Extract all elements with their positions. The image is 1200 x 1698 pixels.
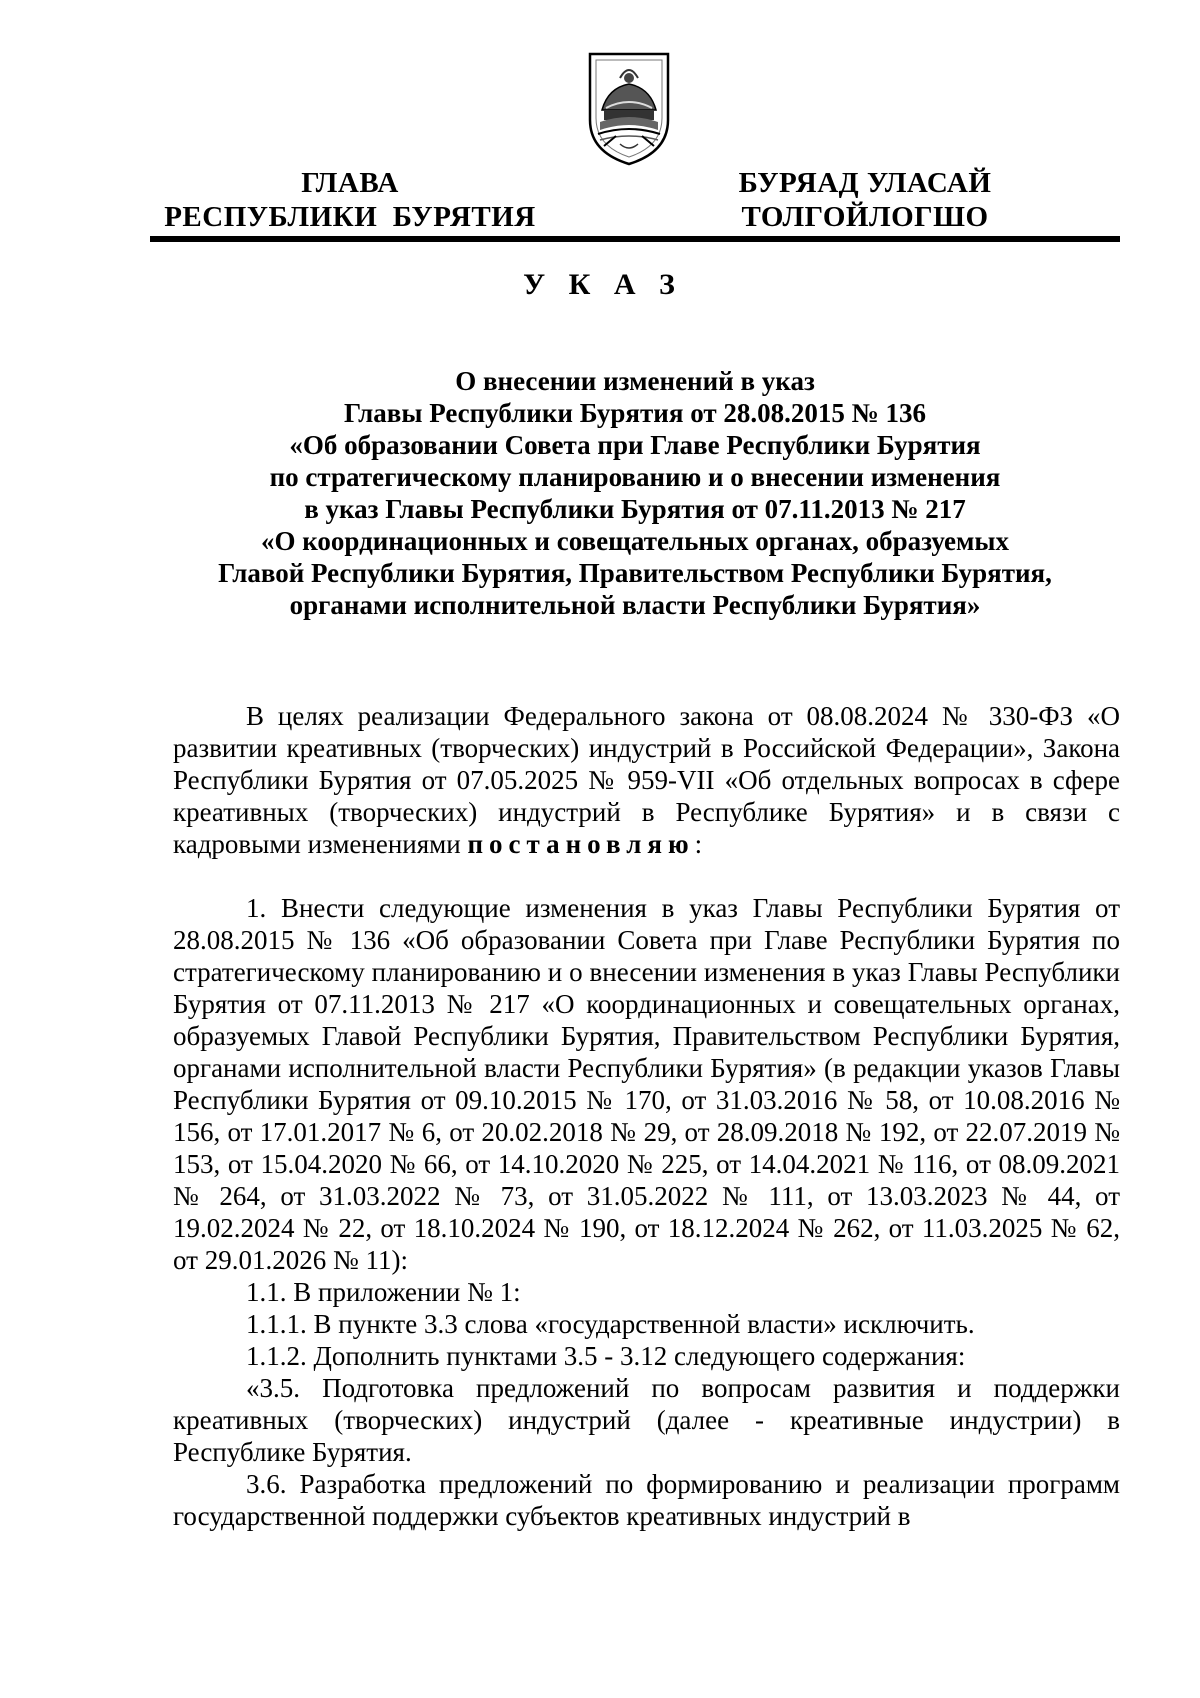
- title-line: органами исполнительной власти Республики Бурятия»: [289, 590, 981, 620]
- title-line: в указ Главы Республики Бурятия от 07.11.2013 № 217: [304, 494, 966, 524]
- title-line: по стратегическому планированию и о внесении изменения: [269, 462, 1001, 492]
- title-line: О внесении изменений в указ: [455, 366, 815, 396]
- issuer-title-ru-line1: ГЛАВА: [301, 167, 399, 199]
- decree-keyword: постановляю: [467, 829, 695, 859]
- body-paragraph: 3.6. Разработка предложений по формированию и реализации программ государственной поддержки субъектов креативных индустрий в: [173, 1469, 1120, 1531]
- issuer-title-ru: [160, 166, 540, 234]
- body-paragraph: 1. Внести следующие изменения в указ Главы Республики Бурятия от 28.08.2015 № 136 «Об образовании Совета при Главе Республики Бурятия по стратегическому планированию и о внесении изменения в указ Главы Республики Бурятия от 07.11.2013 № 217 «О координационных и совещательных органах, образуемых Главой Республики Бурятия, Правительством Республики Бурятия, органами исполнительной власти Республики Бурятия» (в редакции указов Главы Республики Бурятия от 09.10.2015 № 170, от 31.03.2016 № 58, от 10.08.2016 № 156, от 17.01.2017 № 6, от 20.02.2018 № 29, от 28.09.2018 № 192, от 22.07.2019 № 153, от 15.04.2020 № 66, от 14.10.2020 № 225, от 14.04.2021 № 116, от 08.09.2021 № 264, от 31.03.2022 № 73, от 31.05.2022 № 111, от 13.03.2023 № 44, от 19.02.2024 № 22, от 18.10.2024 № 190, от 18.12.2024 № 262, от 11.03.2025 № 62, от 29.01.2026 № 11):: [173, 893, 1120, 1275]
- body-paragraph: 1.1. В приложении № 1:: [246, 1277, 521, 1307]
- decree-title: [150, 365, 1120, 621]
- title-line: «О координационных и совещательных органах, образуемых: [260, 526, 1010, 556]
- body-paragraph: 1.1.1. В пункте 3.3 слова «государственной власти» исключить.: [246, 1309, 975, 1339]
- issuer-title-bua-line1: БУРЯАД УЛАСАЙ: [738, 167, 992, 199]
- preamble-colon: :: [694, 829, 703, 859]
- title-line: «Об образовании Совета при Главе Республики Бурятия: [289, 430, 981, 460]
- document-type: У К А З: [523, 268, 683, 301]
- decree-body: [173, 700, 1120, 1532]
- body-paragraph: 1.1.2. Дополнить пунктами 3.5 - 3.12 следующего содержания:: [246, 1341, 966, 1371]
- issuer-title-bua-line2: ТОЛГОЙЛОГШО: [741, 201, 989, 233]
- body-paragraph: «3.5. Подготовка предложений по вопросам развития и поддержки креативных (творческих) индустрий (далее - креативные индустрии) в Республике Бурятия.: [173, 1373, 1120, 1467]
- header-divider: [150, 236, 1120, 242]
- preamble-paragraph: [173, 700, 1120, 860]
- title-line: Главой Республики Бурятия, Правительством Республики Бурятия,: [218, 558, 1052, 588]
- coat-of-arms-icon: [586, 48, 672, 168]
- title-line: Главы Республики Бурятия от 28.08.2015 № 136: [344, 398, 926, 428]
- issuer-title-ru-line2: РЕСПУБЛИКИ БУРЯТИЯ: [164, 201, 536, 233]
- issuer-title-bua: [720, 166, 1010, 234]
- preamble-text: В целях реализации Федерального закона от 08.08.2024 № 330-ФЗ «О развитии креативных (творческих) индустрий в Российской Федерации», Закона Республики Бурятия от 07.05.2025 № 959-VII «Об отдельных вопросах в сфере креативных (творческих) индустрий в Республике Бурятия» и в связи с кадровыми изменениями: [173, 701, 1120, 859]
